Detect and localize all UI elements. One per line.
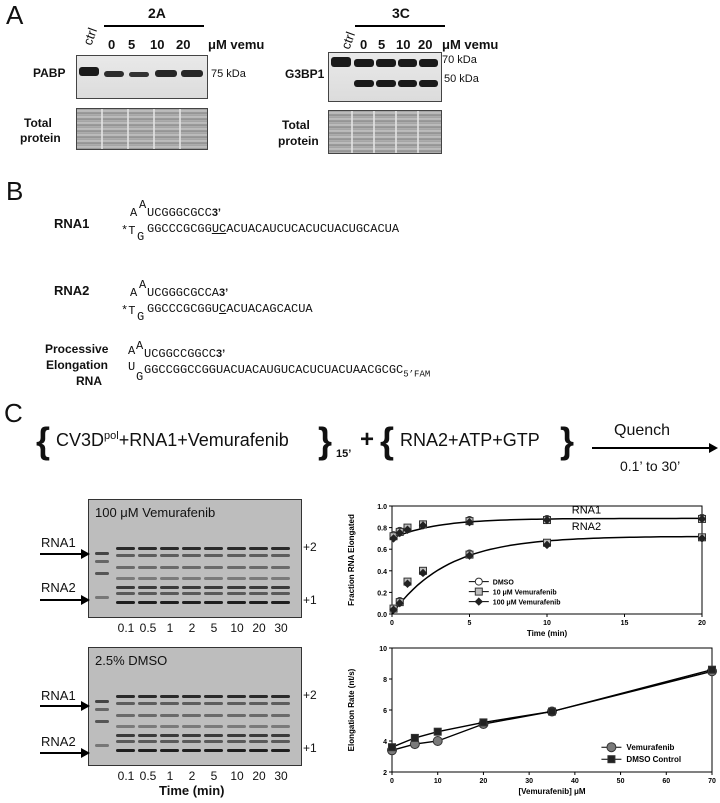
y-tick-label: 1.0 [377, 504, 387, 511]
gel-top-lane-band [204, 601, 223, 604]
left-protein-label: PABP [33, 66, 66, 80]
gel-top-lane-band [160, 577, 179, 580]
per-bottom-strand: $GGCCGGCCGGUACUACAUGUCACUCUACUAACGCGC_{5’FAM}$ [144, 363, 431, 380]
per-loop-a1: A [128, 344, 136, 358]
gel-bottom-title: 2.5% DMSO [95, 653, 168, 668]
scheme-brace-2-open: { [380, 420, 395, 461]
gel-top-lane-band [182, 586, 201, 589]
gel-bottom-lane-band [204, 695, 223, 698]
y-tick-label: 0.4 [377, 568, 387, 576]
gel-top-lane-band [138, 577, 157, 580]
gel-top-lane-band [138, 547, 157, 550]
y-tick-label: 10 [379, 646, 387, 653]
left-unit-label: μM vemu [208, 37, 265, 52]
gel-bottom-lane-band [271, 725, 290, 728]
g3bp1-mw-50: 50 kDa [444, 73, 479, 85]
gel-top-lane-band [138, 566, 157, 569]
left-conc-10: 10 [150, 37, 165, 52]
rna2-loop-a2: A [139, 278, 147, 292]
gel-top-lane-band [271, 601, 290, 604]
gel-top-plus2: +2 [303, 540, 317, 554]
gel-bottom-lane-band [138, 734, 157, 737]
scheme-plus: + [360, 426, 375, 453]
gel-top-lane-band [204, 586, 223, 589]
gel-top-plus1: +1 [303, 593, 317, 607]
gel-bottom-marker-band [95, 720, 109, 723]
gel-top-lane-band [227, 566, 246, 569]
gel-top-lane-band [204, 592, 223, 595]
rna1-name: RNA1 [54, 216, 90, 231]
panel-letter-a: A [6, 0, 24, 30]
gel-bottom-lane-band [271, 734, 290, 737]
rna1-star-t: *T [121, 224, 136, 238]
gel-bottom-lane-band [227, 734, 246, 737]
panel-letter-c: C [4, 398, 23, 428]
series-point [389, 744, 396, 751]
right-conc-20: 20 [418, 37, 433, 52]
rna2-loop-a1: A [130, 286, 138, 300]
gel-top-lane-band [182, 554, 201, 557]
gel-top-time-label: 0.5 [139, 621, 157, 635]
y-axis-label: Elongation Rate (nt/s) [347, 668, 356, 752]
gel-bottom-rna2-label: RNA2 [41, 734, 76, 749]
right-total-protein-blot [328, 110, 442, 154]
scheme-part-2: RNA2+ATP+GTP [400, 430, 540, 450]
gel-top-lane-band [204, 577, 223, 580]
series-point [549, 708, 556, 715]
gel-top-lane-band [271, 566, 290, 569]
gel-bottom-time-label: 0.5 [139, 769, 157, 783]
gel-bottom-lane-band [116, 740, 135, 743]
x-tick-label: 50 [616, 778, 625, 785]
per-name-1: Processive [45, 342, 109, 356]
gel-top-lane-band [116, 586, 135, 589]
rna2-top-strand: UCGGGCGCCA3’ [147, 286, 229, 300]
gel-top-lane-band [182, 601, 201, 604]
legend-label: Vemurafenib [626, 743, 675, 753]
gel-top-lane-band [116, 592, 135, 595]
x-tick-label: 30 [525, 778, 534, 785]
gel-top-lane-band [227, 601, 246, 604]
gel-top-lane-band [182, 592, 201, 595]
gel-bottom-time-label: 10 [230, 769, 244, 783]
gel-bottom-lane-band [249, 695, 268, 698]
gel-top-time-label: 10 [230, 621, 244, 635]
y-tick-label: 0.6 [377, 547, 387, 555]
legend-label: 10 μM Vemurafenib [492, 589, 557, 597]
gel-top-time-label: 1 [166, 621, 174, 635]
gel-bottom-lane-band [116, 714, 135, 717]
gel-top-lane-band [227, 554, 246, 557]
right-ctrl-label: ctrl [338, 29, 359, 52]
gel-top-title: 100 μM Vemurafenib [95, 505, 216, 520]
gel-top-lane-band [271, 547, 290, 550]
gel-top-lane-band [271, 577, 290, 580]
gel-bottom-lane-band [116, 725, 135, 728]
series-point [434, 728, 441, 735]
gel-top-lane-band [249, 554, 268, 557]
gel-top-lane-band [160, 601, 179, 604]
gel-top-lane-band [116, 577, 135, 580]
fraction-elongated-chart [340, 492, 720, 638]
gel-top-lane-band [138, 601, 157, 604]
gel-bottom-lane-band [204, 714, 223, 717]
gel-bottom-lane-band [160, 695, 179, 698]
left-group-line [104, 25, 204, 27]
gel-bottom-lane-band [138, 714, 157, 717]
x-tick-label: 20 [698, 620, 706, 627]
gel-bottom-time-label: 0.1 [117, 769, 135, 783]
gel-top-rna2-arrowhead [81, 595, 90, 605]
gel-bottom-lane-band [160, 725, 179, 728]
gel-bottom-time-label: 30 [274, 769, 288, 783]
y-tick-label: 2 [383, 770, 387, 777]
gel-bottom-lane-band [204, 734, 223, 737]
gel-top-lane-band [138, 554, 157, 557]
y-tick-label: 4 [383, 739, 387, 746]
gel-bottom-lane-band [138, 740, 157, 743]
gel-bottom-lane-band [249, 702, 268, 705]
gel-bottom-lane-band [160, 740, 179, 743]
x-tick-label: 15 [620, 620, 629, 627]
left-total-protein-blot [76, 108, 208, 150]
legend-marker [475, 598, 482, 605]
per-loop-g: G [136, 370, 144, 384]
series-point [433, 737, 442, 746]
x-tick-label: 40 [570, 778, 579, 785]
gel-top-lane-band [116, 547, 135, 550]
per-top-strand: UCGGCCGGCC3’ [144, 347, 226, 361]
gel-bottom-lane-band [160, 734, 179, 737]
gel-top-lane-band [160, 592, 179, 595]
gel-bottom-plus1: +1 [303, 741, 317, 755]
per-loop-a2: A [136, 339, 144, 353]
gel-bottom-marker-band [95, 708, 109, 711]
gel-bottom-lane-band [204, 740, 223, 743]
gel-bottom-lane-band [204, 725, 223, 728]
gel-bottom-lane-band [160, 749, 179, 752]
x-tick-label: 10 [433, 778, 442, 785]
rna2-loop-g: G [137, 310, 145, 324]
rna1-annotation: RNA1 [571, 504, 602, 517]
gel-bottom-lane-band [138, 749, 157, 752]
pabp-blot [76, 55, 208, 99]
gel-bottom-lane-band [227, 749, 246, 752]
gel-bottom-lane-band [271, 740, 290, 743]
gel-top-time-label: 0.1 [117, 621, 135, 635]
pabp-mw-label: 75 kDa [211, 68, 246, 80]
per-name-3: RNA [76, 374, 102, 388]
right-conc-5: 5 [378, 37, 386, 52]
gel-top-lane-band [249, 592, 268, 595]
y-tick-label: 0.8 [377, 525, 387, 533]
gel-bottom-lane-band [271, 714, 290, 717]
rna1-bottom-strand: GGCCCGCGGUCACUACAUCUCACUCUACUGCACUA [147, 222, 400, 236]
left-total-label-1: Total [24, 116, 52, 130]
gel-bottom-lane-band [138, 725, 157, 728]
right-unit-label: μM vemu [442, 37, 499, 52]
gel-bottom-marker-band [95, 744, 109, 747]
gel-top-marker-band [95, 572, 109, 575]
gel-bottom-lane-band [182, 734, 201, 737]
gel-dmso [88, 647, 302, 766]
gel-top-lane-band [271, 554, 290, 557]
gel-top-time-label: 2 [188, 621, 196, 635]
gel-bottom-lane-band [227, 695, 246, 698]
legend-label: DMSO [492, 579, 514, 587]
gel-bottom-time-label: 5 [210, 769, 218, 783]
gel-bottom-lane-band [116, 695, 135, 698]
left-ctrl-label: ctrl [80, 25, 101, 48]
left-conc-20: 20 [176, 37, 191, 52]
series-point [411, 734, 418, 741]
gel-bottom-lane-band [227, 725, 246, 728]
gel-time-axis-label: Time (min) [159, 783, 225, 798]
scheme-subscript-15: 15’ [336, 448, 352, 460]
gel-bottom-lane-band [116, 749, 135, 752]
gel-top-lane-band [227, 592, 246, 595]
gel-bottom-lane-band [249, 714, 268, 717]
y-tick-label: 0.0 [377, 612, 387, 619]
gel-top-lane-band [249, 577, 268, 580]
gel-top-lane-band [138, 586, 157, 589]
gel-top-marker-band [95, 560, 109, 563]
gel-bottom-lane-band [249, 740, 268, 743]
gel-bottom-lane-band [227, 740, 246, 743]
gel-bottom-lane-band [249, 749, 268, 752]
gel-bottom-lane-band [227, 702, 246, 705]
scheme-brace-2-close: } [560, 420, 575, 461]
legend-label: DMSO Control [626, 755, 682, 765]
y-tick-label: 6 [383, 708, 387, 715]
gel-top-lane-band [271, 592, 290, 595]
gel-top-time-label: 5 [210, 621, 218, 635]
gel-bottom-time-label: 20 [252, 769, 266, 783]
gel-bottom-rna2-arrow [40, 752, 82, 754]
gel-top-lane-band [204, 566, 223, 569]
series-point [480, 719, 487, 726]
x-tick-label: 20 [479, 778, 488, 785]
g3bp1-blot [328, 52, 442, 102]
gel-top-lane-band [271, 586, 290, 589]
x-axis-label: Time (min) [526, 629, 568, 638]
gel-top-rna1-arrow [40, 553, 82, 555]
x-tick-label: 0 [390, 620, 394, 627]
gel-top-rna1-arrowhead [81, 549, 90, 559]
gel-bottom-marker-band [95, 700, 109, 703]
gel-bottom-lane-band [116, 702, 135, 705]
per-loop-u: U [128, 360, 136, 374]
x-tick-label: 70 [708, 778, 716, 785]
gel-bottom-lane-band [271, 749, 290, 752]
gel-top-lane-band [249, 586, 268, 589]
gel-bottom-lane-band [204, 749, 223, 752]
gel-top-time-label: 30 [274, 621, 288, 635]
scheme-part-1: $CV3D^{pol}+RNA1+Vemurafenib$ [56, 430, 289, 450]
left-total-label-2: protein [20, 131, 61, 145]
gel-bottom-lane-band [227, 714, 246, 717]
gel-bottom-lane-band [182, 702, 201, 705]
right-group-line [355, 25, 445, 27]
y-tick-label: 8 [383, 677, 387, 684]
gel-bottom-lane-band [182, 714, 201, 717]
gel-vemurafenib [88, 499, 302, 618]
gel-top-time-label: 20 [252, 621, 266, 635]
legend-marker [607, 743, 616, 752]
gel-top-lane-band [138, 592, 157, 595]
left-conc-5: 5 [128, 37, 136, 52]
gel-bottom-lane-band [271, 695, 290, 698]
gel-top-lane-band [160, 554, 179, 557]
gel-bottom-lane-band [182, 749, 201, 752]
rna1-loop-g: G [137, 230, 145, 244]
gel-bottom-lane-band [182, 740, 201, 743]
gel-top-lane-band [182, 566, 201, 569]
gel-bottom-rna2-arrowhead [81, 748, 90, 758]
gel-top-lane-band [227, 577, 246, 580]
g3bp1-mw-70: 70 kDa [442, 54, 477, 66]
gel-bottom-time-label: 2 [188, 769, 196, 783]
gel-top-lane-band [116, 554, 135, 557]
gel-bottom-lane-band [204, 702, 223, 705]
right-protein-label: G3BP1 [285, 67, 325, 81]
scheme-time-range: 0.1’ to 30’ [620, 458, 681, 474]
gel-top-rna1-label: RNA1 [41, 535, 76, 550]
gel-top-lane-band [227, 547, 246, 550]
x-tick-label: 0 [390, 778, 394, 785]
right-total-label-2: protein [278, 134, 319, 148]
gel-top-lane-band [227, 586, 246, 589]
left-group-label: 2A [148, 5, 166, 21]
y-axis-label: Fraction RNA Elongated [347, 514, 356, 606]
right-group-label: 3C [392, 5, 410, 21]
scheme-brace-1-close: } [318, 420, 333, 461]
gel-top-lane-band [249, 566, 268, 569]
right-total-label-1: Total [282, 118, 310, 132]
x-tick-label: 60 [662, 778, 671, 785]
gel-bottom-lane-band [249, 725, 268, 728]
right-conc-0: 0 [360, 37, 368, 52]
legend-marker [475, 588, 482, 595]
gel-top-lane-band [116, 601, 135, 604]
rna2-annotation: RNA2 [571, 520, 602, 533]
gel-bottom-lane-band [160, 714, 179, 717]
per-name-2: Elongation [46, 358, 108, 372]
gel-bottom-rna1-arrow [40, 705, 82, 707]
gel-bottom-lane-band [249, 734, 268, 737]
gel-top-lane-band [160, 586, 179, 589]
gel-top-lane-band [182, 577, 201, 580]
rna1-top-strand: UCGGGCGCC3’ [147, 206, 221, 220]
gel-bottom-lane-band [116, 734, 135, 737]
x-tick-label: 5 [467, 620, 472, 627]
legend-marker [608, 756, 615, 763]
scheme-quench-arrow [592, 447, 710, 449]
gel-top-lane-band [249, 601, 268, 604]
rna2-star-t: *T [121, 304, 136, 318]
gel-top-lane-band [116, 566, 135, 569]
gel-bottom-lane-band [271, 702, 290, 705]
gel-bottom-lane-band [138, 695, 157, 698]
gel-bottom-lane-band [182, 725, 201, 728]
gel-bottom-lane-band [160, 702, 179, 705]
rna1-loop-a2: A [139, 198, 147, 212]
legend-label: 100 μM Vemurafenib [492, 599, 561, 607]
gel-top-lane-band [204, 547, 223, 550]
gel-top-marker-band [95, 596, 109, 599]
x-axis-label: [Vemurafenib] μM [518, 787, 586, 796]
gel-top-rna2-label: RNA2 [41, 580, 76, 595]
gel-top-lane-band [182, 547, 201, 550]
gel-bottom-plus2: +2 [303, 688, 317, 702]
elongation-rate-chart [340, 640, 720, 800]
right-conc-10: 10 [396, 37, 411, 52]
scheme-quench-arrowhead [709, 443, 718, 453]
gel-top-marker-band [95, 552, 109, 555]
x-tick-label: 10 [543, 620, 551, 627]
panel-letter-b: B [6, 176, 24, 206]
rna2-name: RNA2 [54, 283, 90, 298]
left-conc-0: 0 [108, 37, 116, 52]
gel-bottom-rna1-label: RNA1 [41, 688, 76, 703]
gel-top-lane-band [160, 547, 179, 550]
series-point [709, 666, 716, 673]
gel-bottom-lane-band [138, 702, 157, 705]
gel-bottom-rna1-arrowhead [81, 701, 90, 711]
gel-bottom-time-label: 1 [166, 769, 174, 783]
scheme-brace-1-open: { [36, 420, 51, 461]
gel-bottom-lane-band [182, 695, 201, 698]
scheme-quench-label: Quench [614, 422, 671, 439]
gel-top-lane-band [160, 566, 179, 569]
y-tick-label: 0.2 [377, 590, 387, 598]
gel-top-lane-band [204, 554, 223, 557]
rna2-bottom-strand: GGCCCGCGGUCACUACAGCACUA [147, 302, 313, 316]
gel-top-rna2-arrow [40, 599, 82, 601]
legend-marker [475, 578, 482, 585]
rna1-loop-a1: A [130, 206, 138, 220]
gel-top-lane-band [249, 547, 268, 550]
